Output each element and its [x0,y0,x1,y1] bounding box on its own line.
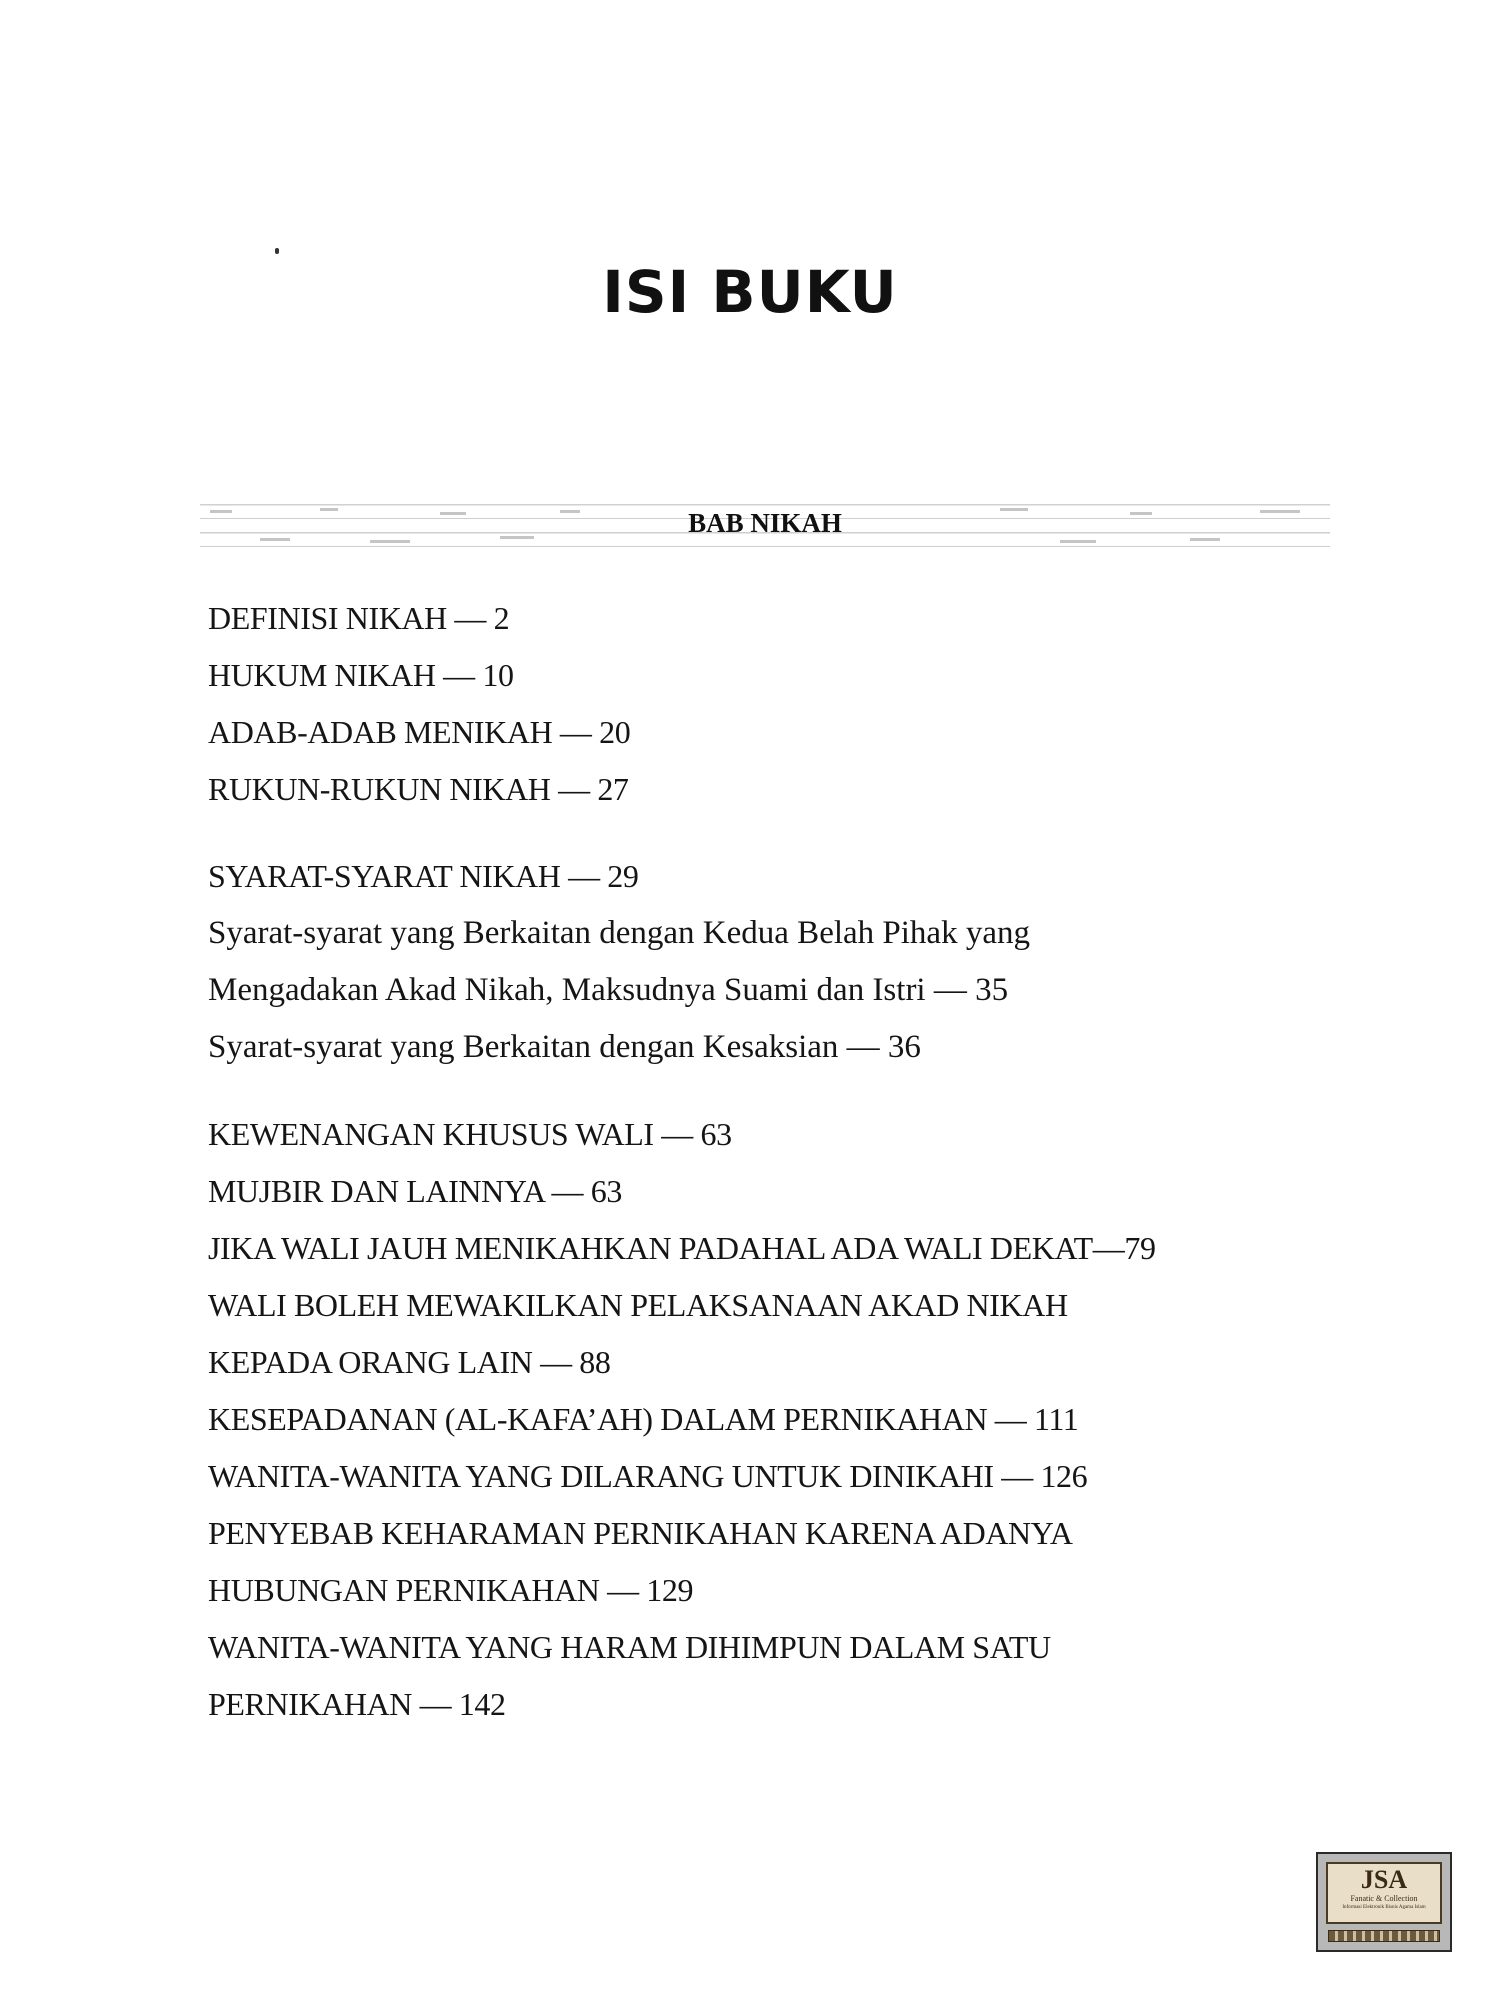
logo-text: JSA [1360,1865,1408,1894]
keyboard-icon [1328,1930,1440,1942]
chapter-heading-band [200,496,1330,556]
toc-entry: Syarat-syarat yang Berkaitan dengan Kedua Belah Pihak yang [208,915,1030,951]
toc-entry: ADAB-ADAB MENIKAH — 20 [208,714,631,750]
toc-entry: WANITA-WANITA YANG DILARANG UNTUK DINIKAHI — 126 [208,1458,1088,1494]
page-title: ISI BUKU [602,258,898,326]
logo-subtitle: Fanatic & Collection [1350,1894,1418,1903]
toc-entry: Mengadakan Akad Nikah, Maksudnya Suami dan Istri — 35 [208,972,1009,1008]
logo-screen [1326,1862,1442,1924]
chapter-title: BAB NIKAH [688,508,842,538]
scan-speck [275,248,279,254]
toc-entry: PENYEBAB KEHARAMAN PERNIKAHAN KARENA ADANYA [208,1515,1073,1551]
logo-tagline: Informasi Elektronik Bisnis Agama Islam [1342,1905,1426,1910]
toc-entry: WALI BOLEH MEWAKILKAN PELAKSANAAN AKAD NIKAH [208,1287,1068,1323]
toc-entry: WANITA-WANITA YANG HARAM DIHIMPUN DALAM SATU [208,1629,1051,1665]
table-of-contents [208,590,1358,1733]
toc-entry: RUKUN-RUKUN NIKAH — 27 [208,771,629,807]
toc-entry: KESEPADANAN (AL-KAFA’AH) DALAM PERNIKAHAN — 111 [208,1401,1079,1437]
toc-entry: KEWENANGAN KHUSUS WALI — 63 [208,1116,732,1152]
toc-entry: Syarat-syarat yang Berkaitan dengan Kesaksian — 36 [208,1029,921,1065]
toc-entry: JIKA WALI JAUH MENIKAHKAN PADAHAL ADA WALI DEKAT—79 [208,1230,1156,1266]
toc-entry: SYARAT-SYARAT NIKAH — 29 [208,858,639,894]
toc-entry: HUBUNGAN PERNIKAHAN — 129 [208,1572,694,1608]
jsa-logo [1316,1852,1452,1952]
toc-entry: PERNIKAHAN — 142 [208,1686,506,1722]
toc-entry: HUKUM NIKAH — 10 [208,657,514,693]
toc-entry: KEPADA ORANG LAIN — 88 [208,1344,611,1380]
toc-entry: MUJBIR DAN LAINNYA — 63 [208,1173,622,1209]
toc-entry: DEFINISI NIKAH — 2 [208,600,510,636]
